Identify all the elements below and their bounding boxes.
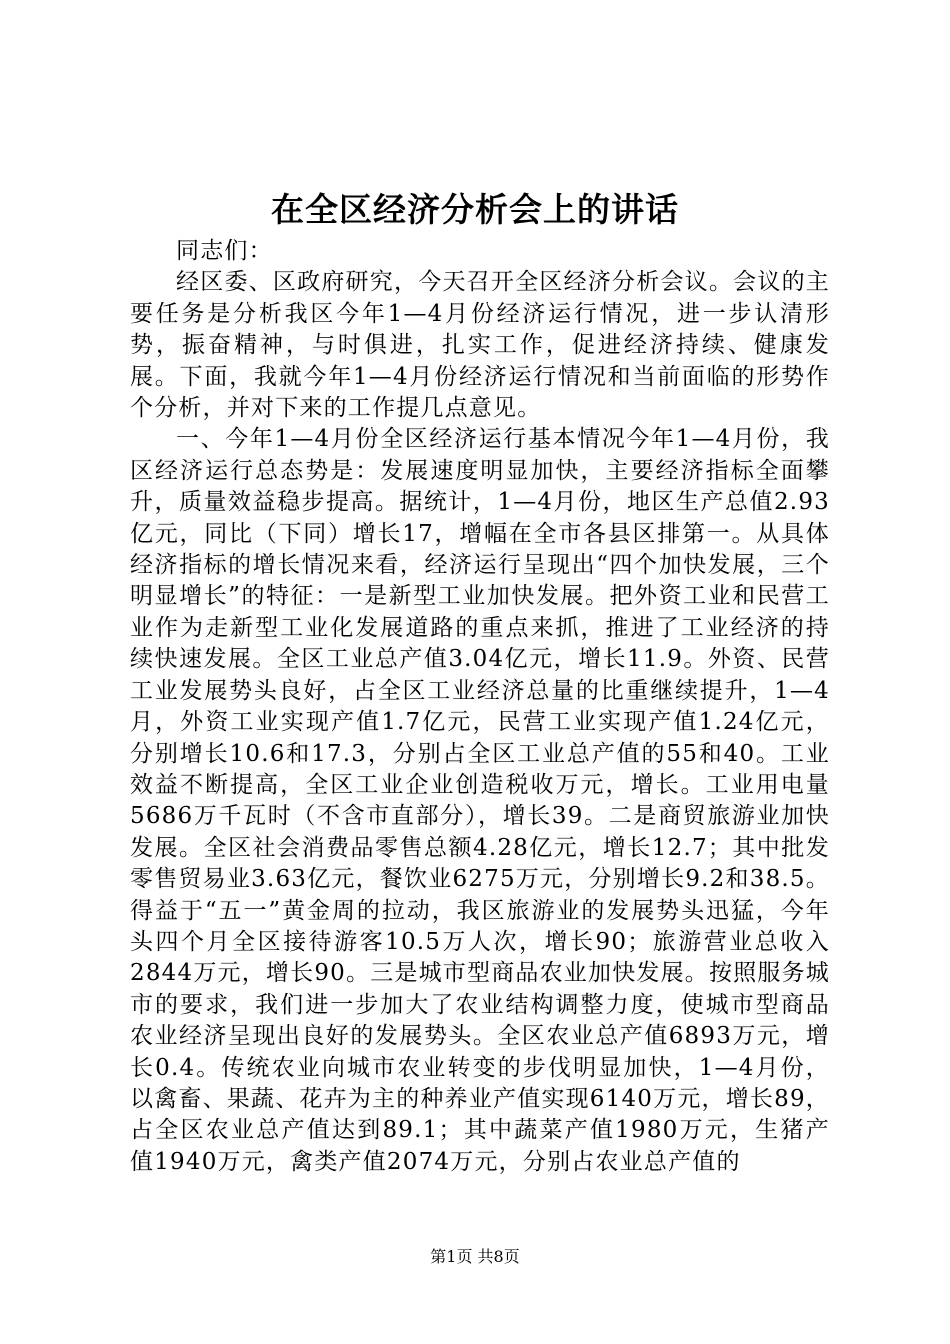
paragraph-economic-overview: 一、今年1—4月份全区经济运行基本情况今年1—4月份，我区经济运行总态势是：发展速度明显加快，主要经济指标全面攀升，质量效益稳步提高。据统计，1—4月份，地区生产总值2.93亿元，同比（下同）增长17，增幅在全市各县区排第一。从具体经济指标的增长情况来看，经济运行呈现出“四个加快发展，三个明显增长”的特征：一是新型工业加快发展。把外资工业和民营工业作为走新型工业化发展道路的重点来抓，推进了工业经济的持续快速发展。全区工业总产值3.04亿元，增长11.9。外资、民营工业发展势头良好，占全区工业经济总量的比重继续提升，1—4月，外资工业实现产值1.7亿元，民营工业实现产值1.24亿元，分别增长10.6和17.3，分别占全区工业总产值的55和40。工业效益不断提高，全区工业企业创造税收万元，增长。工业用电量5686万千瓦时（不含市直部分），增长39。二是商贸旅游业加快发展。全区社会消费品零售总额4.28亿元，增长12.7；其中批发零售贸易业3.63亿元，餐饮业6275万元，分别增长9.2和38.5。得益于“五一”黄金周的拉动，我区旅游业的发展势头迅猛，今年头四个月全区接待游客10.5万人次，增长90；旅游营业总收入2844万元，增长90。三是城市型商品农业加快发展。按照服务城市的要求，我们进一步加大了农业结构调整力度，使城市型商品农业经济呈现出良好的发展势头。全区农业总产值6893万元，增长0.4。传统农业向城市农业转变的步伐明显加快，1—4月份，以禽畜、果蔬、花卉为主的种养业产值实现6140万元，增长89，占全区农业总产值达到89.1；其中蔬菜产值1980万元，生猪产值1940万元，禽类产值2074万元，分别占农业总产值的 [130,426,830,1175]
salutation: 同志们： [176,238,273,264]
page-number: 第1页 共8页 [430,1247,520,1266]
paragraph-intro: 经区委、区政府研究，今天召开全区经济分析会议。会议的主要任务是分析我区今年1—4月份经济运行情况，进一步认清形势，振奋精神，与时俱进，扎实工作，促进经济持续、健康发展。下面，我就今年1—4月份经济运行情况和当前面临的形势作个分析，并对下来的工作提几点意见。 [130,269,830,422]
document-title: 在全区经济分析会上的讲话 [271,190,679,229]
document-body [130,236,830,1178]
